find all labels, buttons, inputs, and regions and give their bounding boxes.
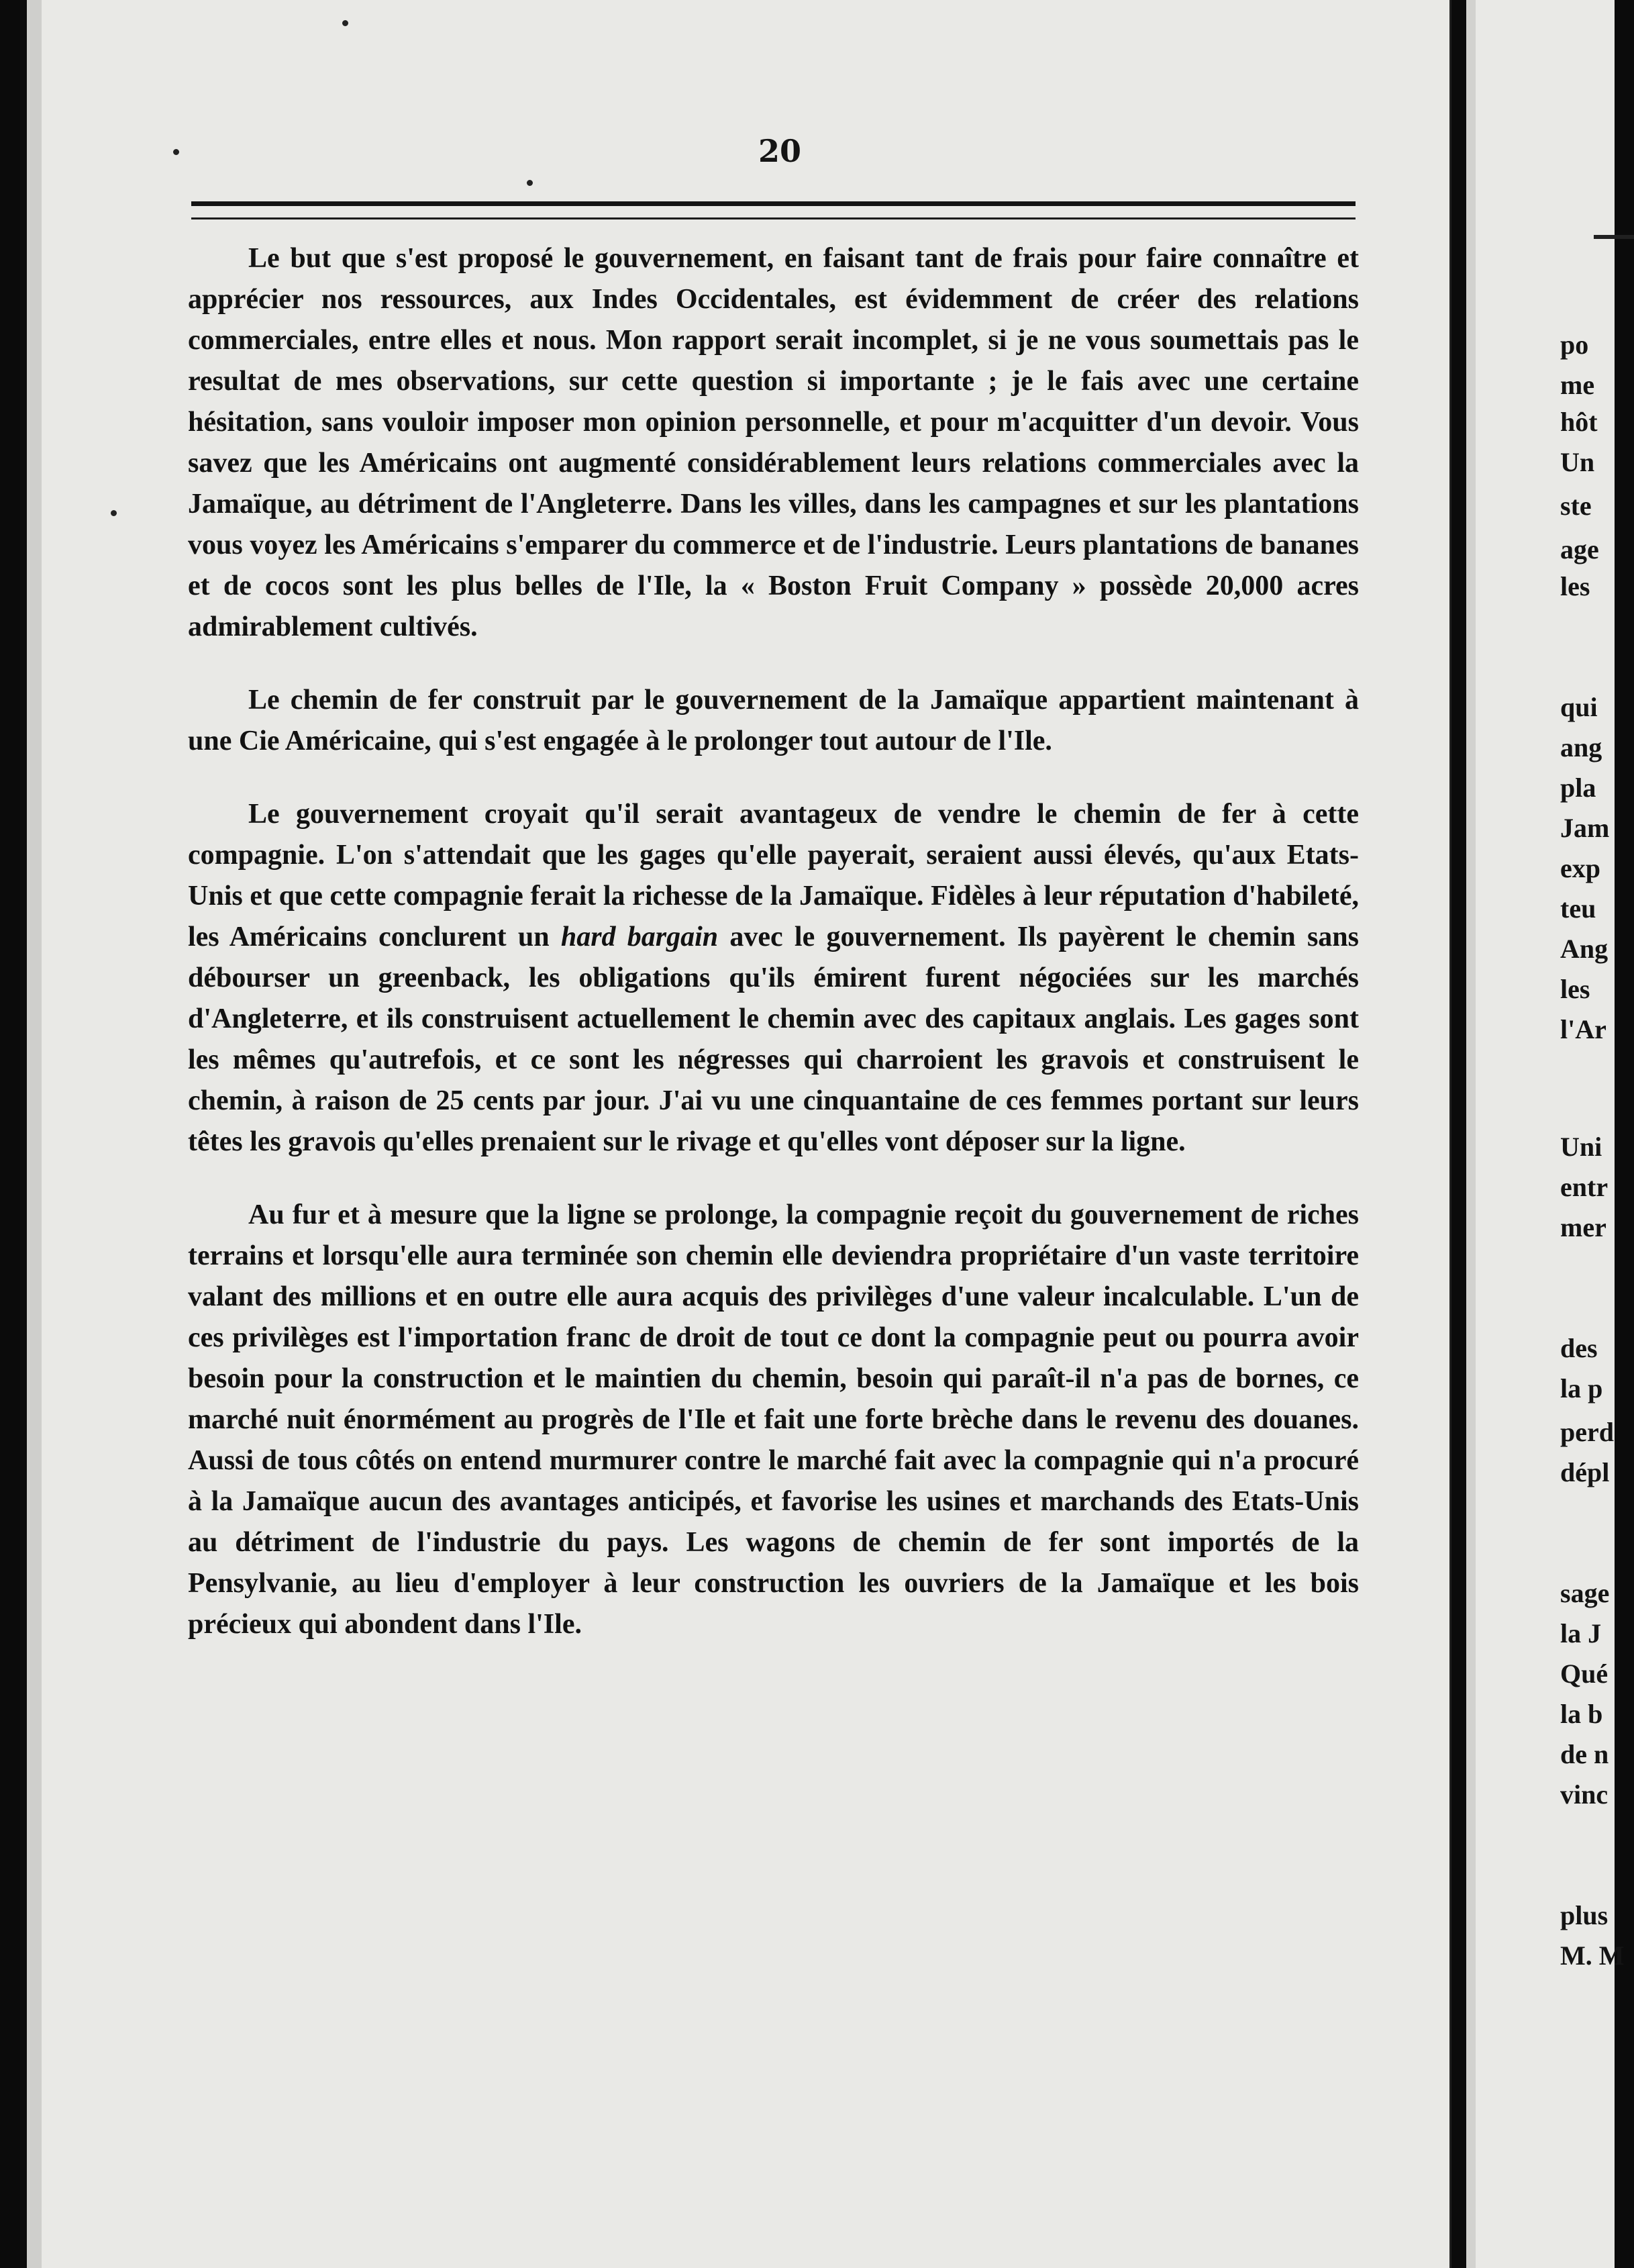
right-fragment: la p <box>1560 1373 1603 1403</box>
right-fragment: les <box>1560 974 1590 1004</box>
right-fragment: perd <box>1560 1417 1614 1447</box>
right-fragment: l'Ar <box>1560 1014 1606 1044</box>
right-fragment: Ang <box>1560 934 1609 964</box>
right-fragment: Qué <box>1560 1659 1609 1689</box>
right-fragment: Un <box>1560 447 1595 477</box>
right-fragment: ang <box>1560 732 1602 762</box>
left-page <box>27 0 1451 2268</box>
right-fragment: pla <box>1560 773 1596 803</box>
paragraph-2: Le chemin de fer construit par le gouvernement de la Jamaïque appartient maintenant à une Cie Américaine, qui s'est engagée à le prolonger tout autour de l'Ile. <box>188 685 1359 756</box>
right-fragment: ste <box>1560 491 1592 521</box>
ink-speck <box>342 20 348 26</box>
right-fragment: exp <box>1560 853 1600 883</box>
right-fragment: vinc <box>1560 1779 1609 1810</box>
right-fragment: qui <box>1560 692 1598 722</box>
right-fragment: age <box>1560 534 1599 564</box>
right-header-rule <box>1594 235 1634 239</box>
right-fragment: plus <box>1560 1900 1609 1930</box>
header-rule-thick <box>191 201 1356 206</box>
paragraph-3-part-2: avec le gouvernement. Ils payèrent le chemin sans débourser un greenback, les obligations qu'ils émirent furent négociées sur les marchés d'Angleterre, et ils construisent actuellement le chemin avec des capitaux anglais. Les gages sont les mêmes qu'autrefois, et ce sont les négresses qui charroient les gravois et construisent le chemin, à raison de 25 cents par jour. J'ai vu une cinquantaine de ces femmes portant sur leurs têtes les gravois qu'elles prenaient sur le rivage et qu'elles vont déposer sur la ligne. <box>188 922 1360 1157</box>
ink-speck <box>173 149 179 155</box>
right-fragment: hôt <box>1560 407 1598 437</box>
ink-speck <box>527 180 533 186</box>
right-fragment: de n <box>1560 1739 1609 1769</box>
right-fragment: Jam <box>1560 813 1610 843</box>
right-fragment: la J <box>1560 1618 1602 1648</box>
paragraph-4: Au fur et à mesure que la ligne se prolonge, la compagnie reçoit du gouvernement de riches terrains et lorsqu'elle aura terminée son chemin elle deviendra propriétaire d'un vaste territoire valant des millions et en outre elle aura acquis des privilèges d'une valeur incalculable. L'un de ces privilèges est l'importation franc de droit de tout ce dont la compagnie peut ou pourra avoir besoin pour la construction et le maintien du chemin, besoin qui paraît-il n'a pas de bornes, ce marché nuit énormément au progrès de l'Ile et fait une forte brèche dans le revenu des douanes. Aussi de tous côtés on entend murmurer contre le marché fait avec la compagnie qui n'a procuré à la Jamaïque aucun des avantages anticipés, et favorise les usines et marchands des Etats-Unis au détriment de l'industrie du pays. Les wagons de chemin de fer sont importés de la Pensylvanie, au lieu d'employer à leur construction les ouvriers de la Jamaïque et les bois précieux qui abondent dans l'Ile. <box>188 1199 1359 1640</box>
right-fragment: la b <box>1560 1699 1603 1729</box>
right-fragment: teu <box>1560 893 1596 924</box>
right-fragment: sage <box>1560 1578 1610 1608</box>
right-fragment: Uni <box>1560 1132 1602 1162</box>
paragraph-1: Le but que s'est proposé le gouvernement, en faisant tant de frais pour faire connaître et apprécier nos ressources, aux Indes Occidentales, est évidemment de créer des relations commerciales, entre elles et nous. Mon rapport serait incomplet, si je ne vous soumettais pas le resultat de mes observations, sur cette question si importante ; je le fais avec une certaine hésitation, sans vouloir imposer mon opinion personnelle, et pour m'acquitter d'un devoir. Vous savez que les Américains ont augmenté considérablement leurs relations commerciales avec la Jamaïque, au détriment de l'Angleterre. Dans les villes, dans les campagnes et sur les plantations vous voyez les Américains s'emparer du commerce et de l'industrie. Leurs plantations de bananes et de cocos sont les plus belles de l'Ile, la « Boston Fruit Company » possède 20,000 acres admirablement cultivés. <box>188 243 1359 642</box>
right-fragment: dépl <box>1560 1457 1610 1487</box>
right-fragment: po <box>1560 330 1589 360</box>
right-fragment: des <box>1560 1333 1598 1363</box>
paragraph-3-part-1: Le gouvernement croyait qu'il serait avantageux de vendre le chemin de fer à cette compagnie. L'on s'attendait que les gages qu'elle payerait, seraient aussi élevés, qu'aux Etats-Unis et que cette compagnie ferait la richesse de la Jamaïque. Fidèles à leur réputation d'habileté, les Américains conclurent un <box>188 799 1359 952</box>
right-fragment: entr <box>1560 1172 1609 1202</box>
italic-phrase: hard bargain <box>560 922 719 952</box>
right-page-edge <box>1466 0 1625 2268</box>
right-fragment: M. M <box>1560 1940 1625 1971</box>
page-number: 20 <box>758 133 802 169</box>
paragraph-3 <box>188 794 1359 1163</box>
right-fragment: les <box>1560 571 1590 601</box>
right-fragment: mer <box>1560 1212 1606 1242</box>
ink-speck <box>111 510 117 516</box>
page-text <box>188 238 1359 1677</box>
header-rule-thin <box>191 217 1356 219</box>
right-fragment: me <box>1560 370 1595 400</box>
